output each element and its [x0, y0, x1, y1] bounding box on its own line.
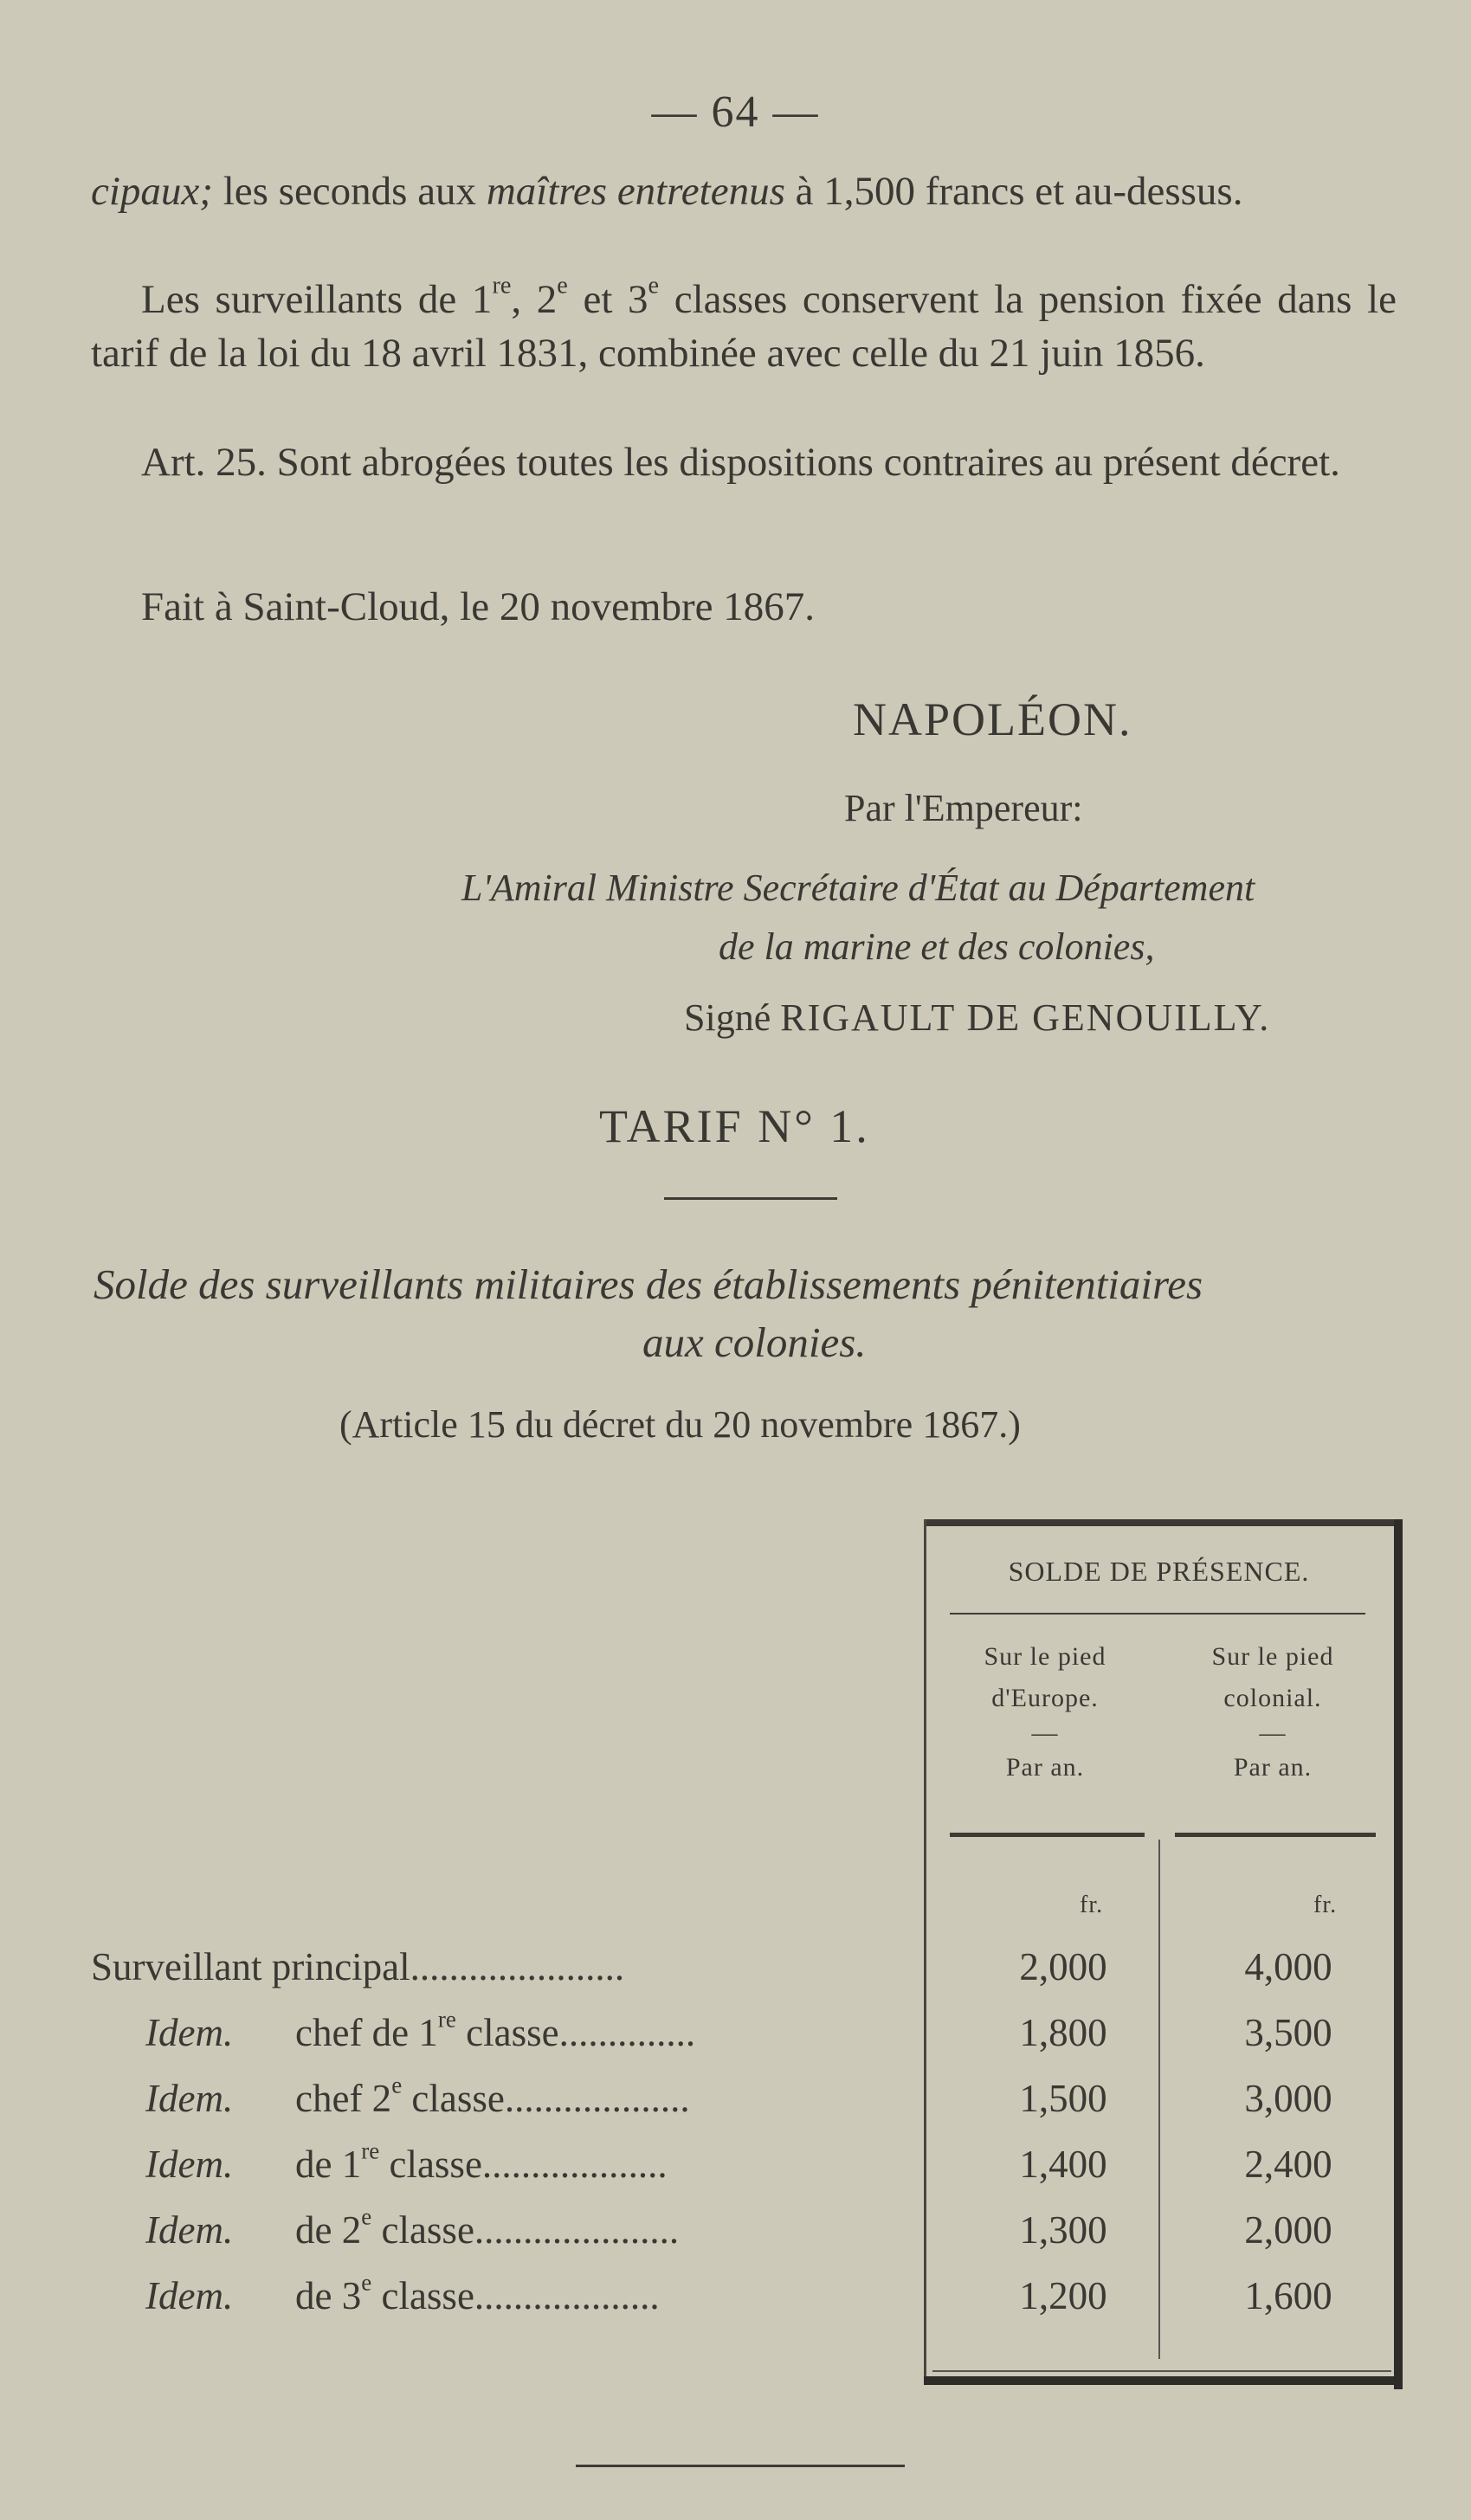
page-number: — 64 —	[651, 87, 820, 137]
signature-name: NAPOLÉON.	[853, 693, 1132, 745]
table-right-border	[1394, 1519, 1403, 2389]
unit-colonial: fr.	[1313, 1892, 1338, 1918]
column-divider	[1158, 1840, 1160, 2359]
col-europe-line1: Sur le pied	[984, 1642, 1106, 1671]
text-b: , 2	[511, 277, 558, 322]
value-europe: 1,800	[1019, 2011, 1107, 2054]
minister-title-line1: L'Amiral Ministre Secrétaire d'État au Département	[461, 867, 1255, 909]
leader-dots: .....................	[474, 2208, 680, 2252]
leader-dots: ...................	[474, 2274, 660, 2317]
row-label	[145, 2137, 668, 2187]
group-header: SOLDE DE PRÉSENCE.	[1008, 1556, 1310, 1587]
label: de 3	[295, 2274, 362, 2317]
col-colonial-rule	[1175, 1833, 1376, 1837]
paragraph-continuation	[91, 164, 1397, 218]
row-label	[145, 2006, 696, 2055]
sup-2: e	[557, 272, 568, 300]
label-end: classe	[379, 2143, 482, 2186]
label-sup: re	[361, 2137, 380, 2164]
leader-dots: ......................	[410, 1945, 625, 1988]
idem-prefix: Idem.	[145, 2208, 234, 2252]
text-a: Les surveillants de 1	[141, 277, 493, 322]
label-end: classe	[455, 2011, 559, 2054]
signature-by: Par l'Empereur:	[844, 787, 1083, 829]
tarif-subtitle-line1: Solde des surveillants militaires des établissements pénitentiaires	[94, 1260, 1203, 1308]
text-d: classes conservent la pension fixée dans le tarif de la loi du 18 avril 1831, combinée avec celle du 21 juin 1856.	[91, 277, 1397, 376]
label: chef 2	[295, 2077, 392, 2120]
value-europe: 1,200	[1019, 2274, 1107, 2317]
col-colonial-dash: —	[1259, 1718, 1287, 1747]
label-sup: re	[437, 2006, 456, 2033]
label-end: classe	[371, 2274, 474, 2317]
label: de 2	[295, 2208, 362, 2252]
text-c: et 3	[567, 277, 648, 322]
signed-name: RIGAULT DE GENOUILLY.	[780, 996, 1271, 1039]
row-label	[145, 2203, 680, 2253]
value-colonial: 3,500	[1244, 2011, 1332, 2054]
value-europe: 1,400	[1019, 2143, 1107, 2186]
tarif-reference: (Article 15 du décret du 20 novembre 1867.)	[339, 1403, 1021, 1446]
signed-line	[684, 996, 1270, 1040]
col-europe-rule	[950, 1833, 1145, 1837]
col-colonial-line1: Sur le pied	[1211, 1642, 1334, 1671]
label-sup: e	[361, 2203, 372, 2230]
col-colonial-sub: Par an.	[1233, 1753, 1313, 1782]
value-colonial: 2,400	[1244, 2143, 1332, 2186]
label: chef de 1	[295, 2011, 438, 2054]
idem-prefix: Idem.	[145, 2077, 234, 2120]
leader-dots: ...................	[481, 2143, 668, 2186]
value-europe: 1,500	[1019, 2077, 1107, 2120]
leader-dots: ..............	[558, 2011, 696, 2054]
sup-3: e	[648, 272, 660, 300]
value-colonial: 1,600	[1244, 2274, 1332, 2317]
value-colonial: 3,000	[1244, 2077, 1332, 2120]
closing-rule	[576, 2465, 905, 2467]
value-europe: 1,300	[1019, 2208, 1107, 2252]
value-colonial: 4,000	[1244, 1945, 1332, 1988]
table-inner-rule	[932, 2370, 1391, 2372]
value-colonial: 2,000	[1244, 2208, 1332, 2252]
group-header-rule	[950, 1613, 1365, 1614]
idem-prefix: Idem.	[145, 2011, 234, 2054]
row-label	[91, 1944, 624, 1989]
label-end: classe	[371, 2208, 474, 2252]
label-sup: e	[391, 2072, 403, 2098]
leader-dots: ...................	[504, 2077, 690, 2120]
table-left-border	[924, 1519, 926, 2376]
table-bottom-border	[924, 2376, 1403, 2385]
idem-prefix: Idem.	[145, 2274, 234, 2317]
paragraph-surveillants	[91, 273, 1397, 380]
tarif-subtitle-line2: aux colonies.	[642, 1318, 867, 1366]
sup-1: re	[492, 272, 512, 300]
label-end: classe	[402, 2077, 505, 2120]
row-label	[145, 2072, 690, 2121]
minister-title-line2: de la marine et des colonies,	[719, 925, 1155, 968]
idem-prefix: Idem.	[145, 2143, 234, 2186]
date-text: Fait à Saint-Cloud, le 20 novembre 1867.	[141, 584, 816, 629]
article-text: Art. 25. Sont abrogées toutes les dispositions contraires au présent décret.	[141, 440, 1340, 485]
col-europe-line2: d'Europe.	[991, 1684, 1099, 1712]
value-europe: 2,000	[1019, 1945, 1107, 1988]
table-top-border	[924, 1519, 1403, 1526]
text-b: à 1,500 francs et au-dessus.	[784, 169, 1243, 214]
signed-prefix: Signé	[684, 996, 781, 1039]
italic-term: maîtres entretenus	[486, 169, 785, 214]
text-a: les seconds aux	[212, 169, 487, 214]
row-label	[145, 2269, 660, 2318]
unit-europe: fr.	[1080, 1892, 1104, 1918]
col-colonial-line2: colonial.	[1223, 1684, 1322, 1712]
label: Surveillant principal	[91, 1945, 410, 1988]
label: de 1	[295, 2143, 362, 2186]
label-sup: e	[361, 2269, 372, 2296]
tarif-heading: TARIF N° 1.	[599, 1100, 870, 1152]
heading-rule	[664, 1197, 837, 1200]
col-europe-dash: —	[1031, 1718, 1059, 1747]
paragraph-date	[91, 580, 1397, 634]
col-europe-sub: Par an.	[1005, 1753, 1085, 1782]
italic-start: cipaux;	[91, 169, 213, 214]
paragraph-article-25	[91, 435, 1397, 489]
